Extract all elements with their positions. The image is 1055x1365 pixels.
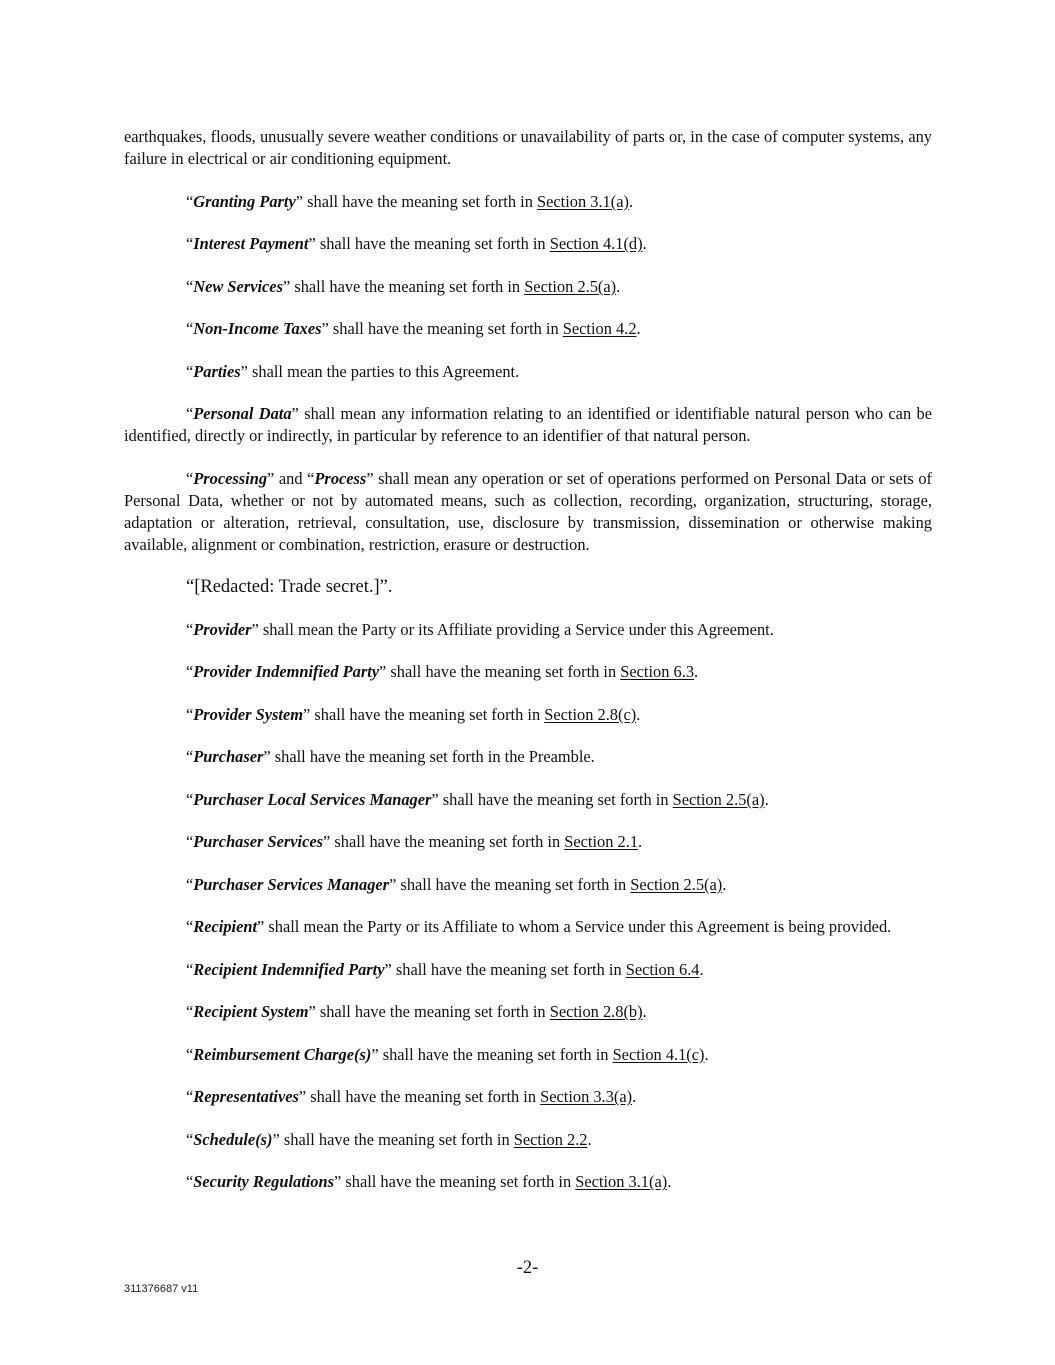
defined-term: Purchaser Local Services Manager xyxy=(193,789,432,809)
defined-term: Representatives xyxy=(193,1087,299,1106)
definition-end: . xyxy=(642,1002,647,1021)
definition-end: . xyxy=(587,1129,592,1149)
definition-paragraph: “Security Regulations” shall have the meaning set forth in Section 3.1(a). xyxy=(186,1172,672,1191)
defined-term: Granting Party xyxy=(193,191,296,211)
definition-end: . xyxy=(636,319,641,338)
definition-paragraph: “Purchaser Services Manager” shall have the meaning set forth in Section 2.5(a). xyxy=(186,874,727,894)
defined-term: Security Regulations xyxy=(193,1172,334,1191)
defined-term: Personal Data xyxy=(193,404,292,423)
definition-paragraph: “Recipient System” shall have the meaning set forth in Section 2.8(b). xyxy=(186,1002,647,1021)
definition-paragraph: “Parties” shall mean the parties to this Agreement. xyxy=(186,361,520,381)
definition-text: ” shall have the meaning set forth in xyxy=(308,1002,550,1021)
definition-paragraph: “Non-Income Taxes” shall have the meaning set forth in Section 4.2. xyxy=(186,319,641,338)
definition-paragraph: “Provider Indemnified Party” shall have the meaning set forth in Section 6.3. xyxy=(186,662,699,681)
definition-text: ” shall mean the Party or its Affiliate providing a Service under this Agreement. xyxy=(251,619,774,639)
definition-text: ” shall have the meaning set forth in the Preamble. xyxy=(263,747,595,766)
section-reference: Section 4.1(d) xyxy=(549,234,643,253)
defined-term: Recipient Indemnified Party xyxy=(193,959,385,979)
definition-end: . xyxy=(694,662,699,681)
definition-paragraph: “New Services” shall have the meaning set forth in Section 2.5(a). xyxy=(186,276,621,296)
section-reference: Section 2.2 xyxy=(513,1129,588,1149)
document-id: 311376687 v11 xyxy=(124,1283,199,1295)
defined-term: Parties xyxy=(193,361,241,381)
definition-end: . xyxy=(764,789,769,809)
definition-paragraph: “Provider System” shall have the meaning set forth in Section 2.8(c). xyxy=(186,704,641,724)
defined-term: Provider Indemnified Party xyxy=(193,662,380,681)
definition-end: . xyxy=(667,1172,672,1191)
definition-paragraph: “Processing” and “Process” shall mean any operation or set of operations performed on Personal Data or sets of Personal Data, whether or not by automated means, such as collection, recording, organization, structuring, storage, adaptation or alteration, retrieval, consultation, use, disclosure by transmission, dissemination or otherwise making available, alignment or combination, restriction, erasure or destruction. xyxy=(124,468,932,554)
definition-paragraph xyxy=(124,576,932,598)
defined-term: Non-Income Taxes xyxy=(193,319,322,338)
definition-end: . xyxy=(632,1087,637,1106)
definition-text: ” shall have the meaning set forth in xyxy=(379,662,621,681)
defined-term: Recipient System xyxy=(193,1002,309,1021)
section-reference: Section 6.4 xyxy=(625,959,700,979)
definition-end: . xyxy=(699,959,704,979)
defined-term: Provider xyxy=(193,619,252,639)
defined-term: Recipient xyxy=(193,917,258,936)
definition-end: . xyxy=(722,874,727,894)
definition-end: . xyxy=(616,276,621,296)
definition-text: ” shall mean any operation or set of operations performed on Personal Data or sets of Personal Data, whether or not by automated means, such as collection, recording, organization, structuring, storage, adaptation or alteration, retrieval, consultation, use, disclosure by transmission, dissemination or otherwise making available, alignment or combination, restriction, erasure or destruction. xyxy=(124,468,932,554)
intro-paragraph: earthquakes, floods, unusually severe weather conditions or unavailability of parts or, in the case of computer systems, any failure in electrical or air conditioning equipment. xyxy=(124,127,932,168)
defined-term: Purchaser xyxy=(193,747,264,766)
definition-text: ” shall have the meaning set forth in xyxy=(295,191,537,211)
definition-paragraph: “Purchaser Local Services Manager” shall have the meaning set forth in Section 2.5(a). xyxy=(186,789,769,809)
page-number: -2- xyxy=(516,1258,539,1278)
definition-paragraph: “Representatives” shall have the meaning set forth in Section 3.3(a). xyxy=(186,1087,637,1106)
section-reference: Section 2.8(c) xyxy=(544,704,637,724)
definition-paragraph: “Interest Payment” shall have the meaning set forth in Section 4.1(d). xyxy=(186,234,647,253)
definition-text: ” shall have the meaning set forth in xyxy=(272,1129,514,1149)
definition-text: ” shall mean the parties to this Agreement. xyxy=(240,361,520,381)
definition-text: ” shall have the meaning set forth in xyxy=(308,234,550,253)
section-reference: Section 6.3 xyxy=(620,662,695,681)
section-reference: Section 2.5(a) xyxy=(630,874,723,894)
defined-term: Provider System xyxy=(193,704,303,724)
definition-paragraph: “Recipient Indemnified Party” shall have the meaning set forth in Section 6.4. xyxy=(186,959,704,979)
defined-term: Reimbursement Charge(s) xyxy=(193,1044,372,1064)
definition-end: . xyxy=(638,832,643,851)
defined-term: Process xyxy=(314,468,367,488)
section-reference: Section 2.5(a) xyxy=(672,789,765,809)
document-body xyxy=(124,126,932,1214)
defined-term: New Services xyxy=(193,276,283,296)
section-reference: Section 3.1(a) xyxy=(575,1172,668,1191)
definition-text: ” shall have the meaning set forth in xyxy=(323,832,565,851)
definition-text: ” shall mean any information relating to an identified or identifiable natural person who can be identified, directly or indirectly, in particular by reference to an identifier of that natural person. xyxy=(124,404,932,445)
defined-term: Schedule(s) xyxy=(193,1129,273,1149)
definition-text: ” shall have the meaning set forth in xyxy=(371,1044,613,1064)
defined-term: Interest Payment xyxy=(193,234,309,253)
definition-text: ” shall have the meaning set forth in xyxy=(321,319,563,338)
definition-text: ” shall have the meaning set forth in xyxy=(298,1087,541,1106)
defined-term: Processing xyxy=(193,468,268,488)
definition-connector: ” and “ xyxy=(267,468,315,488)
definition-text: ” shall mean the Party or its Affiliate to whom a Service under this Agreement is being provided. xyxy=(257,917,892,936)
definition-paragraph: “Personal Data” shall mean any information relating to an identified or identifiable natural person who can be identified, directly or indirectly, in particular by reference to an identifier of that natural person. xyxy=(124,404,932,445)
definition-text: ” shall have the meaning set forth in xyxy=(431,789,673,809)
definition-paragraph: “Purchaser Services” shall have the meaning set forth in Section 2.1. xyxy=(186,832,643,851)
definition-paragraph: “Granting Party” shall have the meaning set forth in Section 3.1(a). xyxy=(186,191,634,211)
definitions-list xyxy=(124,191,932,1194)
definition-end: . xyxy=(628,191,634,211)
definition-text: ” shall have the meaning set forth in xyxy=(303,704,545,724)
definition-paragraph: “Purchaser” shall have the meaning set forth in the Preamble. xyxy=(186,747,595,766)
definition-paragraph: “Reimbursement Charge(s)” shall have the meaning set forth in Section 4.1(c). xyxy=(186,1044,709,1064)
redacted-notice: “[Redacted: Trade secret.]”. xyxy=(186,577,393,597)
definition-text: ” shall have the meaning set forth in xyxy=(384,959,626,979)
defined-term: Purchaser Services xyxy=(193,832,324,851)
definition-end: . xyxy=(704,1044,709,1064)
definition-text: ” shall have the meaning set forth in xyxy=(282,276,525,296)
defined-term: Purchaser Services Manager xyxy=(193,874,390,894)
definition-text: ” shall have the meaning set forth in xyxy=(334,1172,576,1191)
section-reference: Section 3.1(a) xyxy=(536,191,629,211)
definition-paragraph: “Schedule(s)” shall have the meaning set forth in Section 2.2. xyxy=(186,1129,592,1149)
section-reference: Section 4.2 xyxy=(562,319,637,338)
definition-end: . xyxy=(636,704,641,724)
section-reference: Section 4.1(c) xyxy=(612,1044,705,1064)
definition-paragraph: “Provider” shall mean the Party or its Affiliate providing a Service under this Agreement. xyxy=(186,619,774,639)
section-reference: Section 3.3(a) xyxy=(540,1087,633,1106)
section-reference: Section 2.8(b) xyxy=(549,1002,643,1021)
definition-end: . xyxy=(642,234,647,253)
definition-text: ” shall have the meaning set forth in xyxy=(389,874,631,894)
definition-paragraph: “Recipient” shall mean the Party or its Affiliate to whom a Service under this Agreement is being provided. xyxy=(186,917,892,936)
section-reference: Section 2.1 xyxy=(564,832,639,851)
section-reference: Section 2.5(a) xyxy=(524,276,617,296)
